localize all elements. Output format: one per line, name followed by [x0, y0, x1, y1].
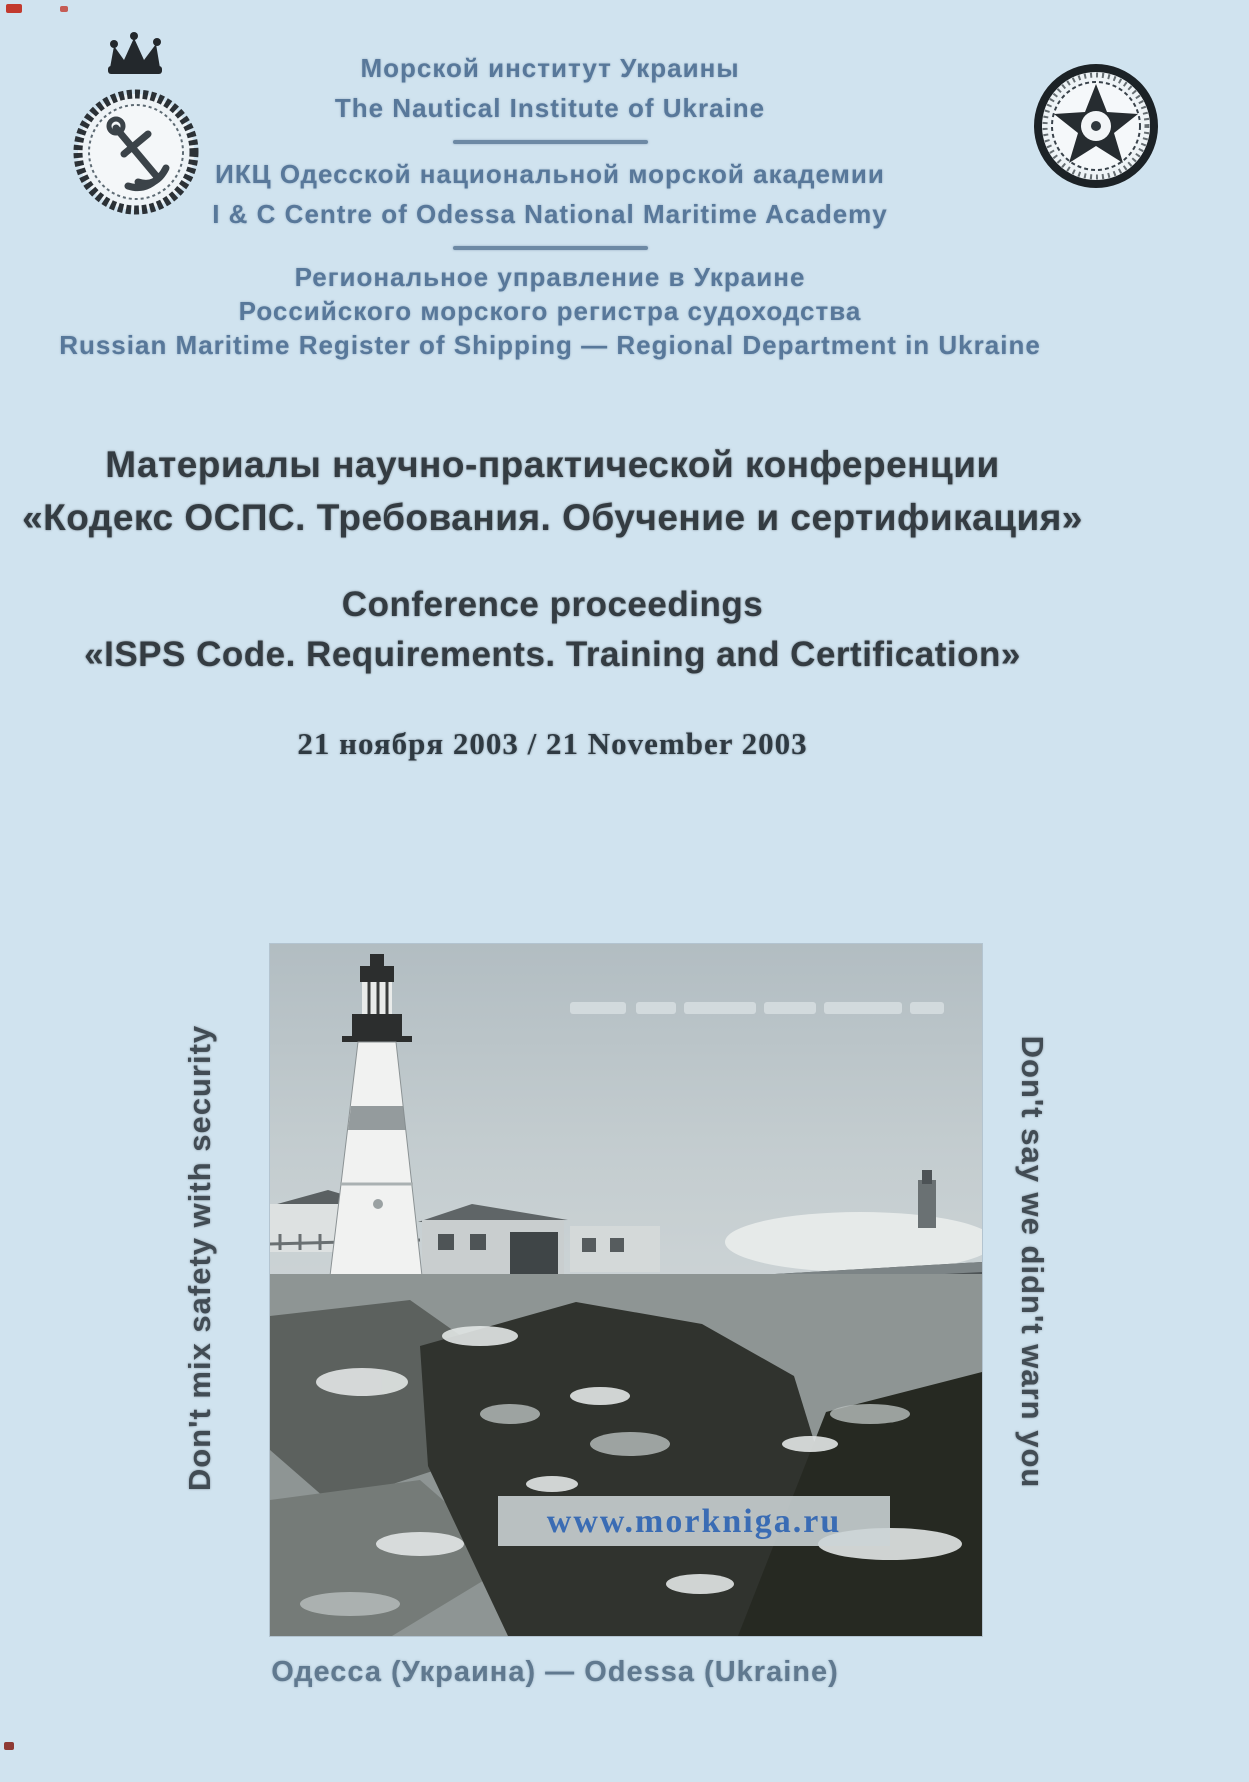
conference-date: 21 ноября 2003 / 21 November 2003	[297, 726, 808, 761]
lighthouse-photo	[270, 944, 982, 1636]
divider	[453, 246, 648, 250]
divider	[453, 140, 648, 144]
scan-artifact	[6, 4, 22, 13]
left-vertical-caption: Don't mix safety with security	[182, 1024, 217, 1492]
register-name-ru-line1: Региональное управление в Украине	[294, 262, 806, 292]
institute-name-ru: Морской институт Украины	[360, 53, 740, 83]
conference-title-en-line2: «ISPS Code. Requirements. Training and Certification»	[84, 635, 1021, 674]
header-organisations	[0, 48, 1100, 362]
register-name-en: Russian Maritime Register of Shipping — Regional Department in Ukraine	[59, 330, 1041, 360]
institute-name-en: The Nautical Institute of Ukraine	[334, 93, 766, 123]
conference-title-ru-line2: «Кодекс ОСПС. Требования. Обучение и сертификация»	[22, 497, 1083, 538]
watermark-text: www.morkniga.ru	[546, 1503, 842, 1540]
location-caption: Одесса (Украина) — Odessa (Ukraine)	[271, 1656, 839, 1688]
conference-title-ru-line1: Материалы научно-практической конференции	[105, 444, 1000, 485]
conference-title-en-line1: Conference proceedings	[341, 585, 764, 624]
scan-artifact	[4, 1742, 14, 1750]
right-vertical-caption: Don't say we didn't warn you	[1015, 1035, 1050, 1489]
conference-title-en	[0, 580, 1105, 680]
scan-artifact	[60, 6, 68, 12]
centre-name-ru: ИКЦ Одесской национальной морской академии	[215, 159, 885, 189]
site-watermark	[498, 1496, 890, 1546]
register-name-ru-line2: Российского морского регистра судоходства	[238, 296, 862, 326]
conference-title-ru	[0, 438, 1105, 544]
centre-name-en: I & C Centre of Odessa National Maritime Academy	[212, 199, 888, 229]
